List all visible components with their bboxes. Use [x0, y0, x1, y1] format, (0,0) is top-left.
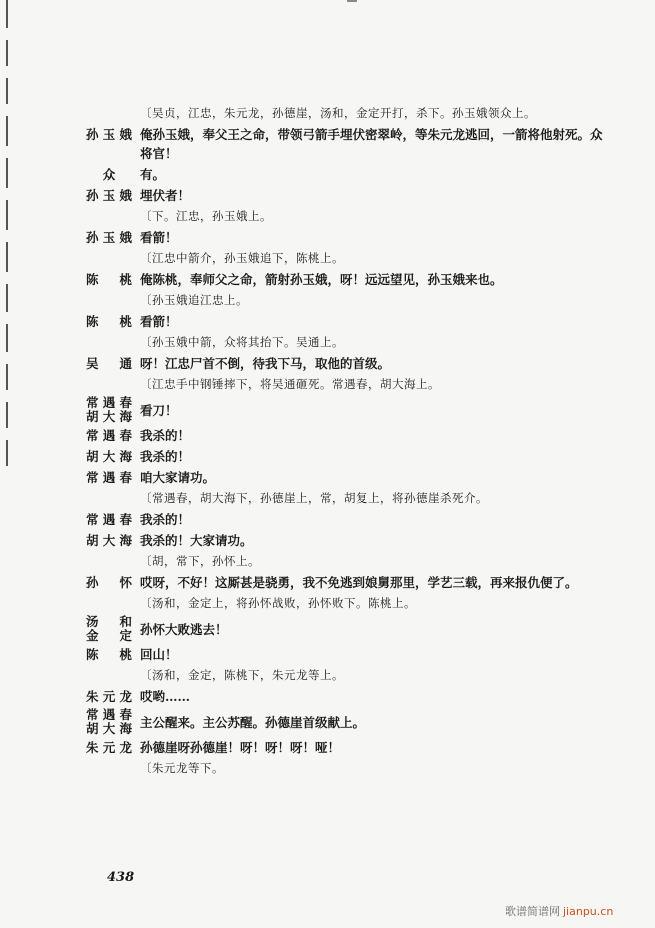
- dialogue-line: [86, 468, 606, 487]
- dialogue-line: [86, 186, 606, 205]
- dialogue-text: 俺孙玉娥，奉父王之命，带领弓箭手埋伏密翠岭，等朱元龙逃回，一箭将他射死。众将官！: [140, 127, 603, 161]
- dialogue-text: 我杀的！: [140, 512, 191, 527]
- dialogue-line: [86, 312, 606, 331]
- watermark-url: jianpu.cn: [563, 905, 614, 918]
- stage-direction: 〔孙玉娥追江忠上。: [140, 293, 248, 307]
- stage-direction: 〔江忠手中钢锤摔下，将吴通砸死。常遇春，胡大海上。: [140, 377, 440, 391]
- dialogue-text: 主公醒来。主公苏醒。孙德崖首级献上。: [140, 714, 366, 730]
- dialogue-line: [86, 531, 606, 550]
- dialogue-text: 看箭！: [140, 230, 178, 245]
- dialogue-text: 我杀的！: [140, 428, 191, 443]
- stage-direction: 〔汤和，金定，陈桃下，朱元龙等上。: [140, 668, 344, 682]
- dialogue-text: 哎呀，不好！这厮甚是骁勇，我不免逃到娘舅那里，学艺三载，再来报仇便了。: [140, 575, 578, 590]
- dialogue-line: [86, 573, 606, 592]
- speaker-name: 孙 玉 娥: [86, 127, 132, 142]
- stage-direction: 〔吴贞，江忠，朱元龙，孙德崖，汤和，金定开打，杀下。孙玉娥领众上。: [140, 106, 536, 120]
- dialogue-text: 孙怀大败逃去！: [140, 621, 228, 637]
- dialogue-text: 有。: [140, 167, 166, 182]
- speaker-name: 陈 桃: [86, 314, 132, 329]
- dialogue-line: [86, 645, 606, 664]
- dialogue-line: [86, 125, 606, 163]
- speaker-name: 常 遇 春: [86, 470, 132, 485]
- binding-margin-marks: [6, 0, 9, 480]
- dialogue-line: [86, 270, 606, 289]
- watermark-cn: 歌谱简谱网: [505, 905, 560, 918]
- dialogue-line: [86, 708, 606, 736]
- dialogue-text: 埋伏者！: [140, 188, 191, 203]
- speaker-name: 汤 和 金 定: [86, 614, 132, 643]
- dialogue-text: 看刀！: [140, 402, 178, 418]
- page-number: 438: [107, 870, 135, 885]
- speaker-name: 胡 大 海: [86, 533, 132, 548]
- speaker-name: 孙 怀: [86, 575, 132, 590]
- speaker-name: 孙 玉 娥: [86, 188, 132, 203]
- dialogue-line: [86, 426, 606, 445]
- stage-direction: 〔朱元龙等下。: [140, 761, 224, 775]
- speaker-name: 陈 桃: [86, 647, 132, 662]
- dialogue-line: [86, 510, 606, 529]
- stage-direction: 〔孙玉娥中箭，众将其抬下。吴通上。: [140, 335, 344, 349]
- dialogue-text: 我杀的！: [140, 449, 191, 464]
- speaker-name: 胡 大 海: [86, 449, 132, 464]
- dialogue-text: 回山！: [140, 647, 178, 662]
- speaker-name: 常 遇 春 胡 大 海: [86, 707, 132, 736]
- speaker-name: 吴 通: [86, 356, 132, 371]
- speaker-name: 朱 元 龙: [86, 740, 132, 755]
- dialogue-text: 我杀的！大家请功。: [140, 533, 253, 548]
- dialogue-line: [86, 165, 606, 184]
- dialogue-line: [86, 447, 606, 466]
- dialogue-text: 咱大家请功。: [140, 470, 216, 485]
- scan-mark: [347, 0, 357, 2]
- speaker-name: 常 遇 春 胡 大 海: [86, 395, 132, 424]
- stage-direction: 〔常遇春，胡大海下，孙德崖上，常，胡复上，将孙德崖杀死介。: [140, 491, 488, 505]
- dialogue-text: 呀！江忠尸首不倒，待我下马，取他的首级。: [140, 356, 391, 371]
- speaker-name: 朱 元 龙: [86, 689, 132, 704]
- speaker-name: 常 遇 春: [86, 512, 132, 527]
- stage-direction: 〔下。江忠，孙玉娥上。: [140, 209, 272, 223]
- dialogue-line: [86, 615, 606, 643]
- dialogue-line: [86, 687, 606, 706]
- dialogue-text: 哎哟……: [140, 689, 191, 704]
- speaker-name: 陈 桃: [86, 272, 132, 287]
- dialogue-text: 看箭！: [140, 314, 178, 329]
- dialogue-line: [86, 396, 606, 424]
- dialogue-line: [86, 354, 606, 373]
- dialogue-text: 孙德崖呀孙德崖！呀！呀！呀！哑！: [140, 740, 341, 755]
- speaker-name: 孙 玉 娥: [86, 230, 132, 245]
- dialogue-line: [86, 228, 606, 247]
- dialogue-line: [86, 738, 606, 757]
- speaker-name: 众: [102, 167, 116, 182]
- stage-direction: 〔江忠中箭介，孙玉娥追下，陈桃上。: [140, 251, 344, 265]
- script-body: [86, 104, 606, 780]
- stage-direction: 〔胡，常下，孙怀上。: [140, 554, 260, 568]
- dialogue-text: 俺陈桃，奉师父之命，箭射孙玉娥，呀！远远望见，孙玉娥来也。: [140, 272, 503, 287]
- watermark: [505, 903, 613, 919]
- speaker-name: 常 遇 春: [86, 428, 132, 443]
- stage-direction: 〔汤和，金定上，将孙怀战败，孙怀败下。陈桃上。: [140, 596, 416, 610]
